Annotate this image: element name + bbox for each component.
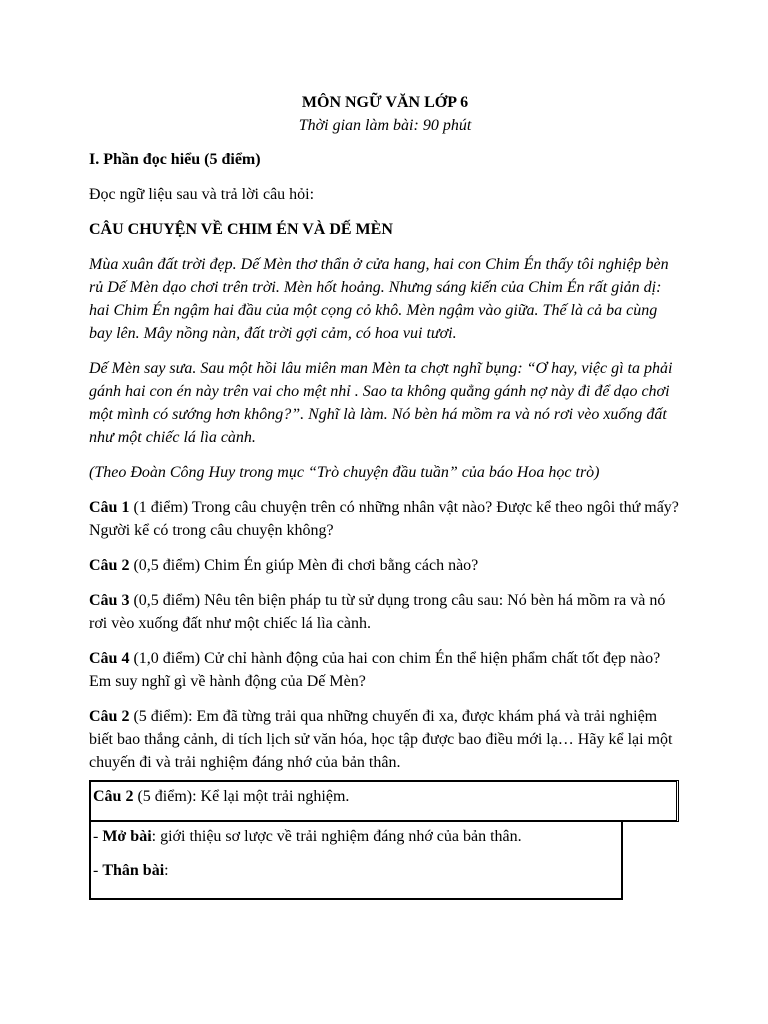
- story-paragraph-1: Mùa xuân đất trời đẹp. Dế Mèn thơ thẩn ở cửa hang, hai con Chim Én thấy tôi nghiệp bèn rủ Dế Mèn dạo chơi trên trời. Mèn hốt hoảng. Nhưng sáng kiến của Chim Én rất giản dị: hai Chim Én ngậm hai đầu của một cọng cỏ khô. Mèn ngậm vào giữa. Thế là cả ba cùng bay lên. Mây nồng nàn, đất trời gợi cảm, có hoa vui tươi.: [89, 256, 669, 342]
- section-heading: I. Phần đọc hiểu (5 điểm): [89, 151, 261, 168]
- story-title: CÂU CHUYỆN VỀ CHIM ÉN VÀ DẾ MÈN: [89, 221, 393, 238]
- table-row-intro: - Mở bài: giới thiệu sơ lược về trải nghiệm đáng nhớ của bản thân.: [93, 828, 522, 845]
- answer-table-body: [89, 822, 623, 900]
- answer-table-header: Câu 2 (5 điểm): Kể lại một trải nghiệm.: [89, 780, 679, 822]
- question-4: Câu 4 (1,0 điểm) Cử chỉ hành động của hai con chim Én thể hiện phẩm chất tốt đẹp nào? Em suy nghĩ gì về hành động của Dế Mèn?: [89, 650, 661, 690]
- story-paragraph-2: Dế Mèn say sưa. Sau một hồi lâu miên man Mèn ta chợt nghĩ bụng: “Ơ hay, việc gì ta phải gánh hai con én này trên vai cho mệt nhỉ . Sao ta không quẳng gánh nợ này đi để dạo chơi một mình có sướng hơn không?”. Nghĩ là làm. Nó bèn há mồm ra và nó rơi vèo xuống đất như một chiếc lá lìa cành.: [89, 360, 673, 446]
- story-source: (Theo Đoàn Công Huy trong mục “Trò chuyện đầu tuần” của báo Hoa học trò): [89, 464, 600, 481]
- instruction-text: Đọc ngữ liệu sau và trả lời câu hỏi:: [89, 186, 315, 203]
- document-content: [89, 91, 681, 786]
- question-writing: Câu 2 (5 điểm): Em đã từng trải qua những chuyến đi xa, được khám phá và trải nghiệm biết bao thắng cảnh, di tích lịch sử văn hóa, học tập được bao điều mới lạ… Hãy kể lại một chuyến đi và trải nghiệm đáng nhớ của bản thân.: [89, 708, 673, 771]
- exam-duration: Thời gian làm bài: 90 phút: [298, 117, 472, 134]
- question-3: Câu 3 (0,5 điểm) Nêu tên biện pháp tu từ sử dụng trong câu sau: Nó bèn há mồm ra và nó rơi vèo xuống đất như một chiếc lá lìa cành.: [89, 592, 666, 632]
- exam-title: MÔN NGỮ VĂN LỚP 6: [301, 94, 469, 111]
- question-1: Câu 1 (1 điểm) Trong câu chuyện trên có những nhân vật nào? Được kể theo ngôi thứ mấy? Người kể có trong câu chuyện không?: [89, 499, 679, 539]
- question-2: Câu 2 (0,5 điểm) Chim Én giúp Mèn đi chơi bằng cách nào?: [89, 557, 479, 574]
- table-row-body: - Thân bài:: [93, 862, 169, 879]
